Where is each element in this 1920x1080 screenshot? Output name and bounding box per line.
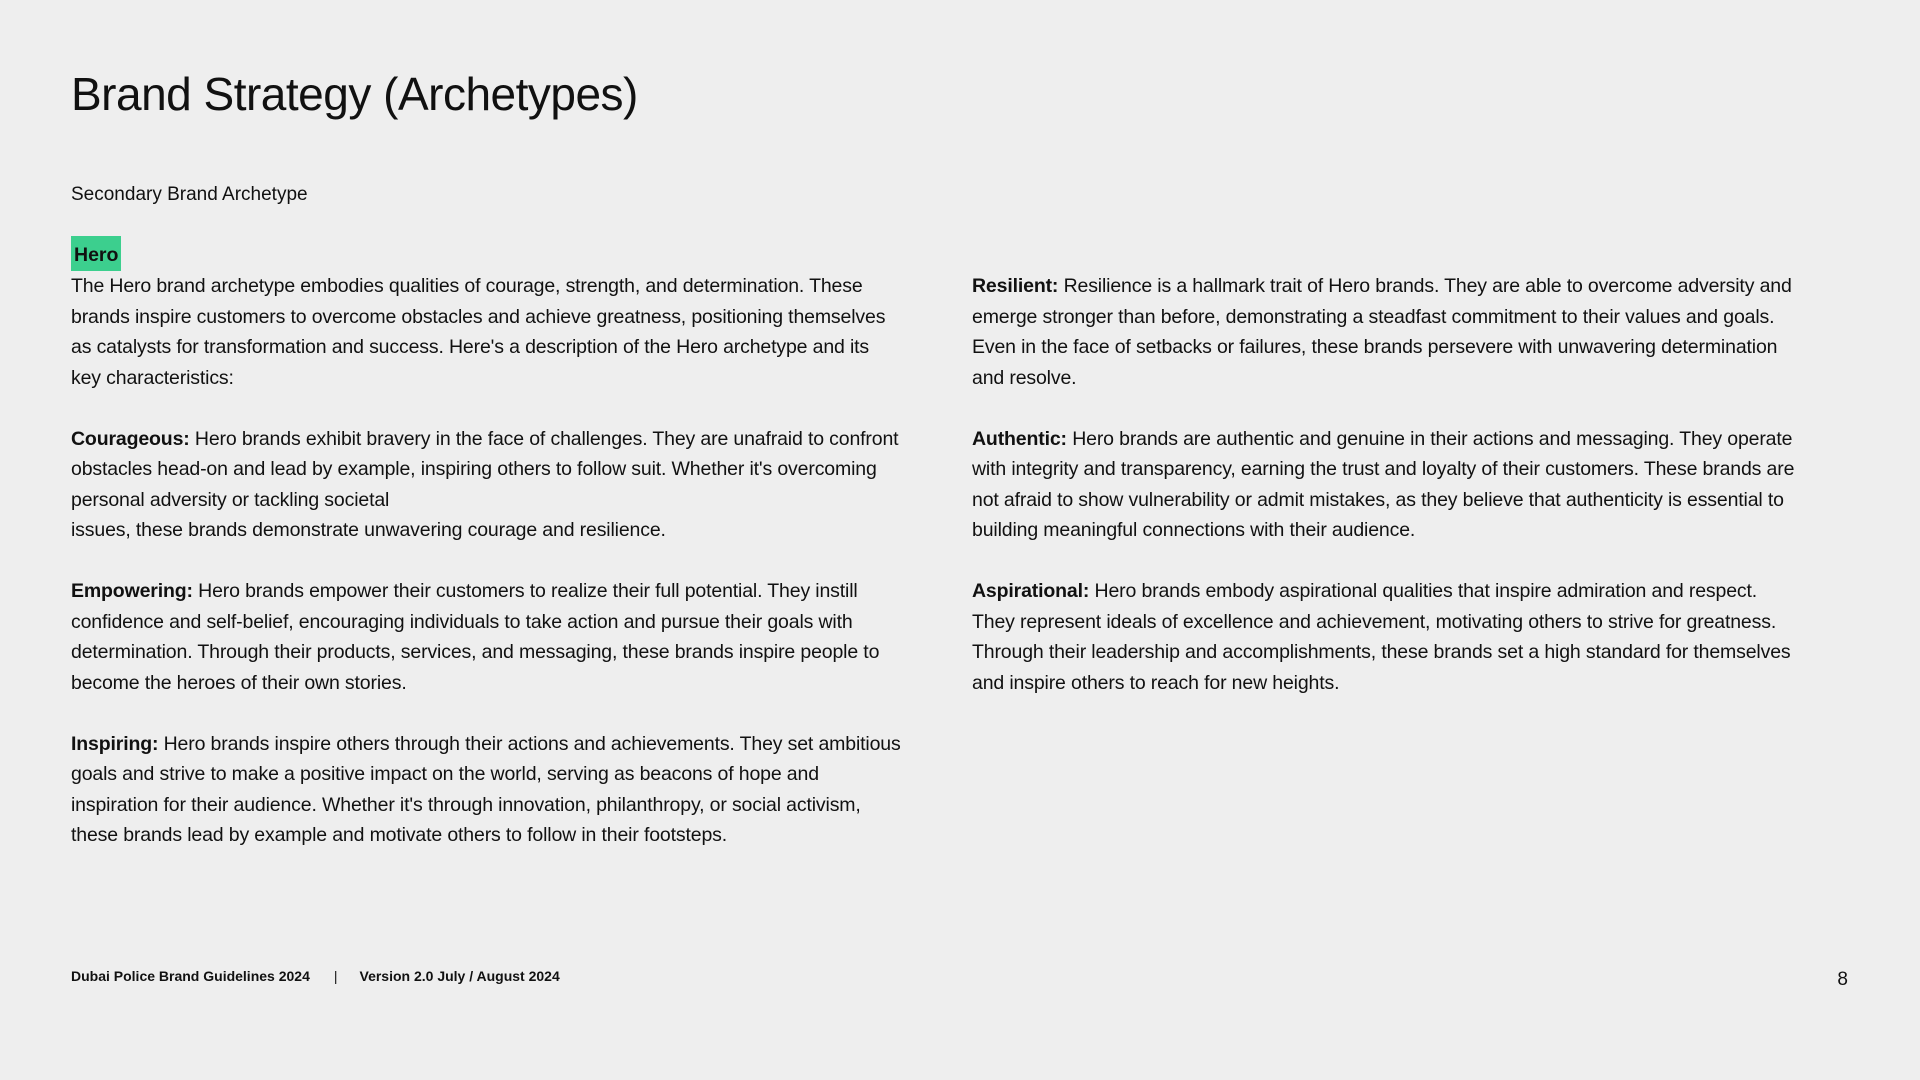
trait-description: Hero brands exhibit bravery in the face of challenges. They are unafraid to confront obstacles head-on and lead by example, inspiring others to follow suit. Whether it's overcoming personal adversity or tackling societal bbox=[71, 427, 899, 511]
trait-name: Courageous: bbox=[71, 427, 190, 450]
page-number: 8 bbox=[1837, 969, 1848, 990]
trait-description: Hero brands empower their customers to realize their full potential. They instill confidence and self-belief, encouraging individuals to take action and pursue their goals with determination. Through their products, services, and messaging, these brands inspire people to become the heroes of their own stories. bbox=[71, 580, 880, 694]
trait-name: Aspirational: bbox=[972, 580, 1090, 602]
section-subtitle: Secondary Brand Archetype bbox=[71, 184, 308, 205]
trait-description-continued: issues, these brands demonstrate unwavering courage and resilience. bbox=[71, 519, 666, 541]
trait-courageous bbox=[71, 424, 901, 546]
page-title: Brand Strategy (Archetypes) bbox=[71, 68, 638, 120]
trait-empowering bbox=[71, 576, 901, 698]
trait-description: Hero brands are authentic and genuine in their actions and messaging. They operate with integrity and transparency, earning the trust and loyalty of their customers. These brands are not afraid to show vulnerability or admit mistakes, as they believe that authenticity is essential to building meaningful connections with their audience. bbox=[972, 427, 1795, 541]
footer-version: Version 2.0 July / August 2024 bbox=[359, 968, 560, 984]
footer-separator: | bbox=[333, 968, 338, 984]
intro-paragraph: The Hero brand archetype embodies qualities of courage, strength, and determination. These brands inspire customers to overcome obstacles and achieve greatness, positioning themselves as catalysts for transformation and success. Here's a description of the Hero archetype and its key characteristics: bbox=[71, 275, 886, 389]
trait-name: Resilient: bbox=[972, 275, 1059, 297]
trait-aspirational bbox=[972, 576, 1802, 698]
trait-name: Inspiring: bbox=[71, 732, 159, 755]
footer bbox=[71, 966, 560, 986]
trait-description: Hero brands embody aspirational qualities that inspire admiration and respect. They represent ideals of excellence and achievement, motivating others to strive for greatness. Through their leadership and accomplishments, these brands set a high standard for themselves and inspire others to reach for new heights. bbox=[972, 580, 1791, 694]
trait-name: Empowering: bbox=[71, 580, 193, 602]
archetype-badge: Hero bbox=[71, 236, 121, 271]
trait-authentic bbox=[972, 424, 1802, 546]
trait-inspiring bbox=[71, 729, 901, 851]
trait-name: Authentic: bbox=[972, 427, 1067, 450]
left-column bbox=[71, 271, 901, 881]
trait-description: Resilience is a hallmark trait of Hero brands. They are able to overcome adversity and emerge stronger than before, demonstrating a steadfast commitment to their values and goals. Even in the face of setbacks or failures, these brands persevere with unwavering determination and resolve. bbox=[972, 275, 1792, 389]
footer-document-name: Dubai Police Brand Guidelines 2024 bbox=[71, 968, 310, 984]
right-column bbox=[972, 271, 1802, 729]
trait-resilient bbox=[972, 271, 1802, 393]
trait-description: Hero brands inspire others through their actions and achievements. They set ambitious goals and strive to make a positive impact on the world, serving as beacons of hope and inspiration for their audience. Whether it's through innovation, philanthropy, or social activism, these brands lead by example and motivate others to follow in their footsteps. bbox=[71, 732, 901, 846]
